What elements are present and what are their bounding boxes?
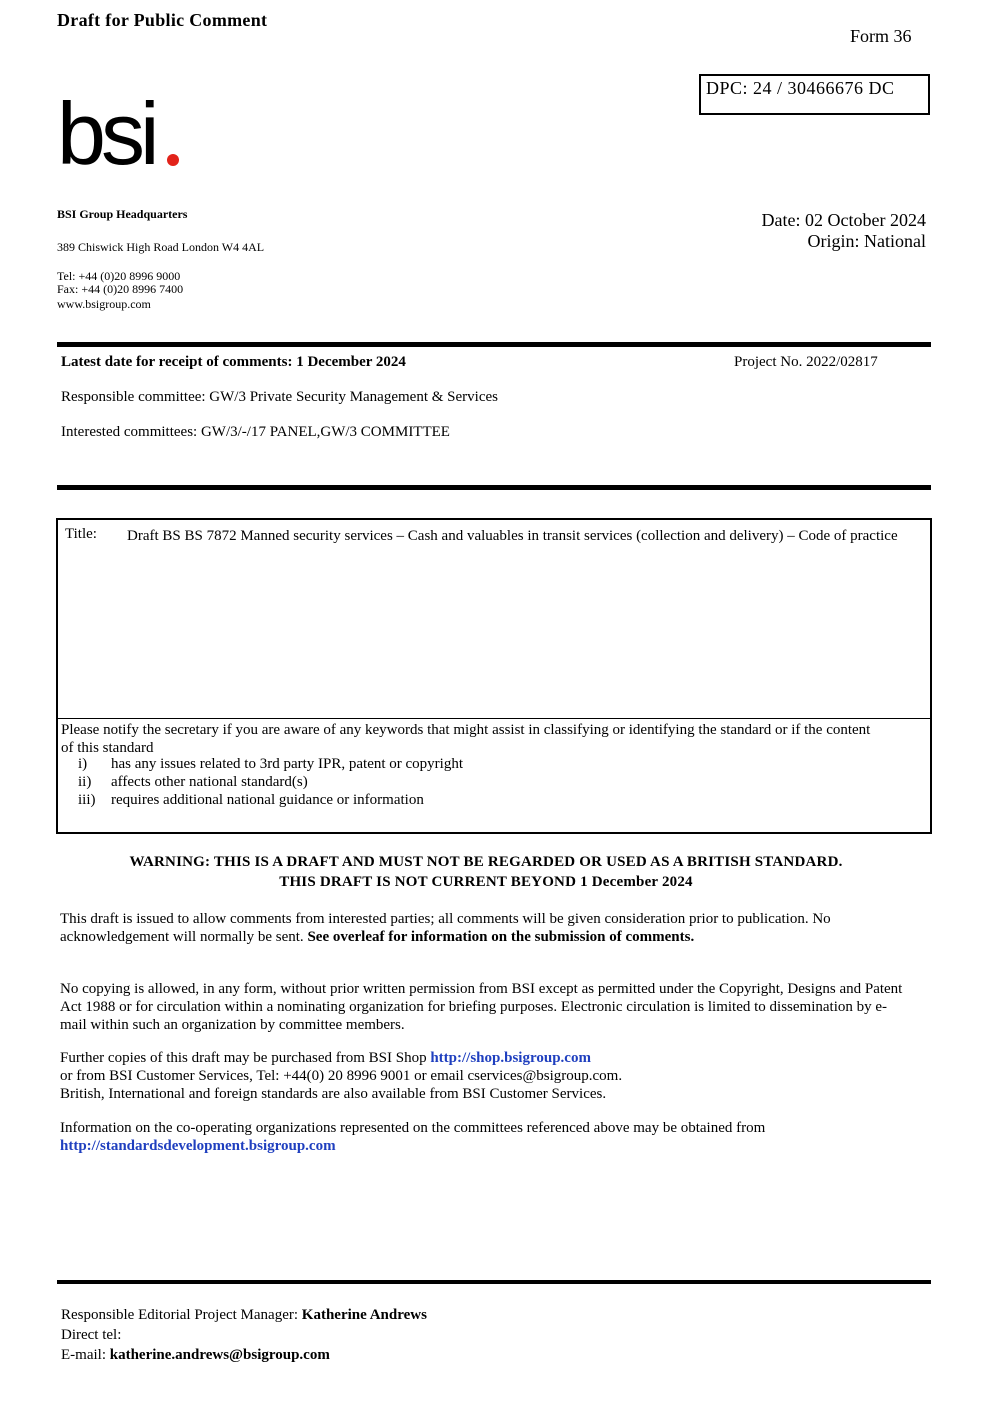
project-manager-label: Responsible Editorial Project Manager: (61, 1307, 302, 1323)
notify-list-item (78, 792, 424, 809)
paragraph-copyright: No copying is allowed, in any form, without prior written permission from BSI except as permitted under the Copyright, Designs and Patent Act 1988 or for circulation within a nominating organization for briefing purposes. Electronic circulation is limited to dissemination by e-mail within such an organization by committee members. (60, 981, 903, 1033)
title-box-divider (58, 718, 930, 719)
paragraph-text: Information on the co-operating organizations represented on the committees referenced above may be obtained from (60, 1120, 766, 1136)
project-manager-name: Katherine Andrews (301, 1307, 427, 1323)
origin: Origin: National (807, 231, 926, 251)
list-item-number: ii) (78, 774, 92, 790)
responsible-committee: Responsible committee: GW/3 Private Security Management & Services (61, 389, 498, 405)
hq-address: 389 Chiswick High Road London W4 4AL (57, 240, 265, 254)
project-manager (61, 1307, 427, 1324)
list-item-number: iii) (78, 792, 96, 808)
hq-telephone: Tel: +44 (0)20 8996 9000 (57, 269, 181, 283)
shop-link[interactable]: http://shop.bsigroup.com (430, 1050, 591, 1066)
issue-date: Date: 02 October 2024 (761, 210, 926, 230)
bsi-logo-dot (167, 154, 179, 166)
direct-tel: Direct tel: (61, 1327, 122, 1343)
paragraph-text: Further copies of this draft may be purchased from BSI Shop (60, 1050, 431, 1066)
form-number: Form 36 (850, 26, 912, 46)
paragraph-cooperating-orgs (60, 1119, 910, 1155)
dpc-reference-box: DPC: 24 / 30466676 DC (699, 74, 930, 115)
list-item-text: requires additional national guidance or information (111, 792, 424, 808)
bsi-logo (57, 94, 182, 170)
list-item-number: i) (78, 756, 88, 772)
title-box (56, 518, 932, 834)
warning-line-2: THIS DRAFT IS NOT CURRENT BEYOND 1 December 2024 (279, 874, 693, 890)
email-label: E-mail: (61, 1347, 110, 1363)
paragraph-text: This draft is issued to allow comments from interested parties; all comments will be given consideration prior to publication. No acknowledgement will normally be sent. (60, 911, 831, 945)
paragraph-bold-text: See overleaf for information on the submission of comments. (307, 929, 695, 945)
project-number: Project No. 2022/02817 (734, 354, 878, 370)
paragraph-text: or from BSI Customer Services, Tel: +44(0) 20 8996 9001 or email cservices@bsigroup.com. (60, 1068, 623, 1084)
notify-list-item (78, 756, 463, 773)
divider-rule (57, 485, 931, 490)
draft-banner: Draft for Public Comment (57, 10, 268, 30)
standards-development-link[interactable]: http://standardsdevelopment.bsigroup.com (60, 1138, 336, 1154)
divider-rule (57, 1280, 931, 1284)
paragraph-further-copies (60, 1049, 910, 1103)
comment-deadline: Latest date for receipt of comments: 1 December 2024 (61, 354, 406, 370)
interested-committees: Interested committees: GW/3/-/17 PANEL,GW/3 COMMITTEE (61, 424, 450, 440)
standard-title: Draft BS BS 7872 Manned security services – Cash and valuables in transit services (collection and delivery) – Code of practice (127, 528, 898, 544)
paragraph-text: British, International and foreign standards are also available from BSI Customer Services. (60, 1086, 607, 1102)
email-link[interactable]: katherine.andrews@bsigroup.com (109, 1347, 330, 1363)
title-label: Title: (65, 526, 97, 542)
draft-warning (57, 852, 915, 892)
notify-list-item (78, 774, 308, 791)
hq-website-link[interactable]: www.bsigroup.com (57, 297, 151, 311)
notify-instructions: Please notify the secretary if you are aware of any keywords that might assist in classifying or identifying the standard or if the content of this standard (61, 722, 871, 756)
hq-fax: Fax: +44 (0)20 8996 7400 (57, 282, 184, 296)
list-item-text: has any issues related to 3rd party IPR, patent or copyright (111, 756, 464, 772)
divider-rule (57, 342, 931, 347)
project-manager-email (61, 1347, 330, 1364)
list-item-text: affects other national standard(s) (111, 774, 308, 790)
hq-name: BSI Group Headquarters (57, 207, 188, 221)
bsi-logo-text: bsi (57, 94, 155, 170)
paragraph-draft-issue (60, 910, 910, 946)
warning-line-1: WARNING: THIS IS A DRAFT AND MUST NOT BE REGARDED OR USED AS A BRITISH STANDARD. (129, 854, 843, 870)
